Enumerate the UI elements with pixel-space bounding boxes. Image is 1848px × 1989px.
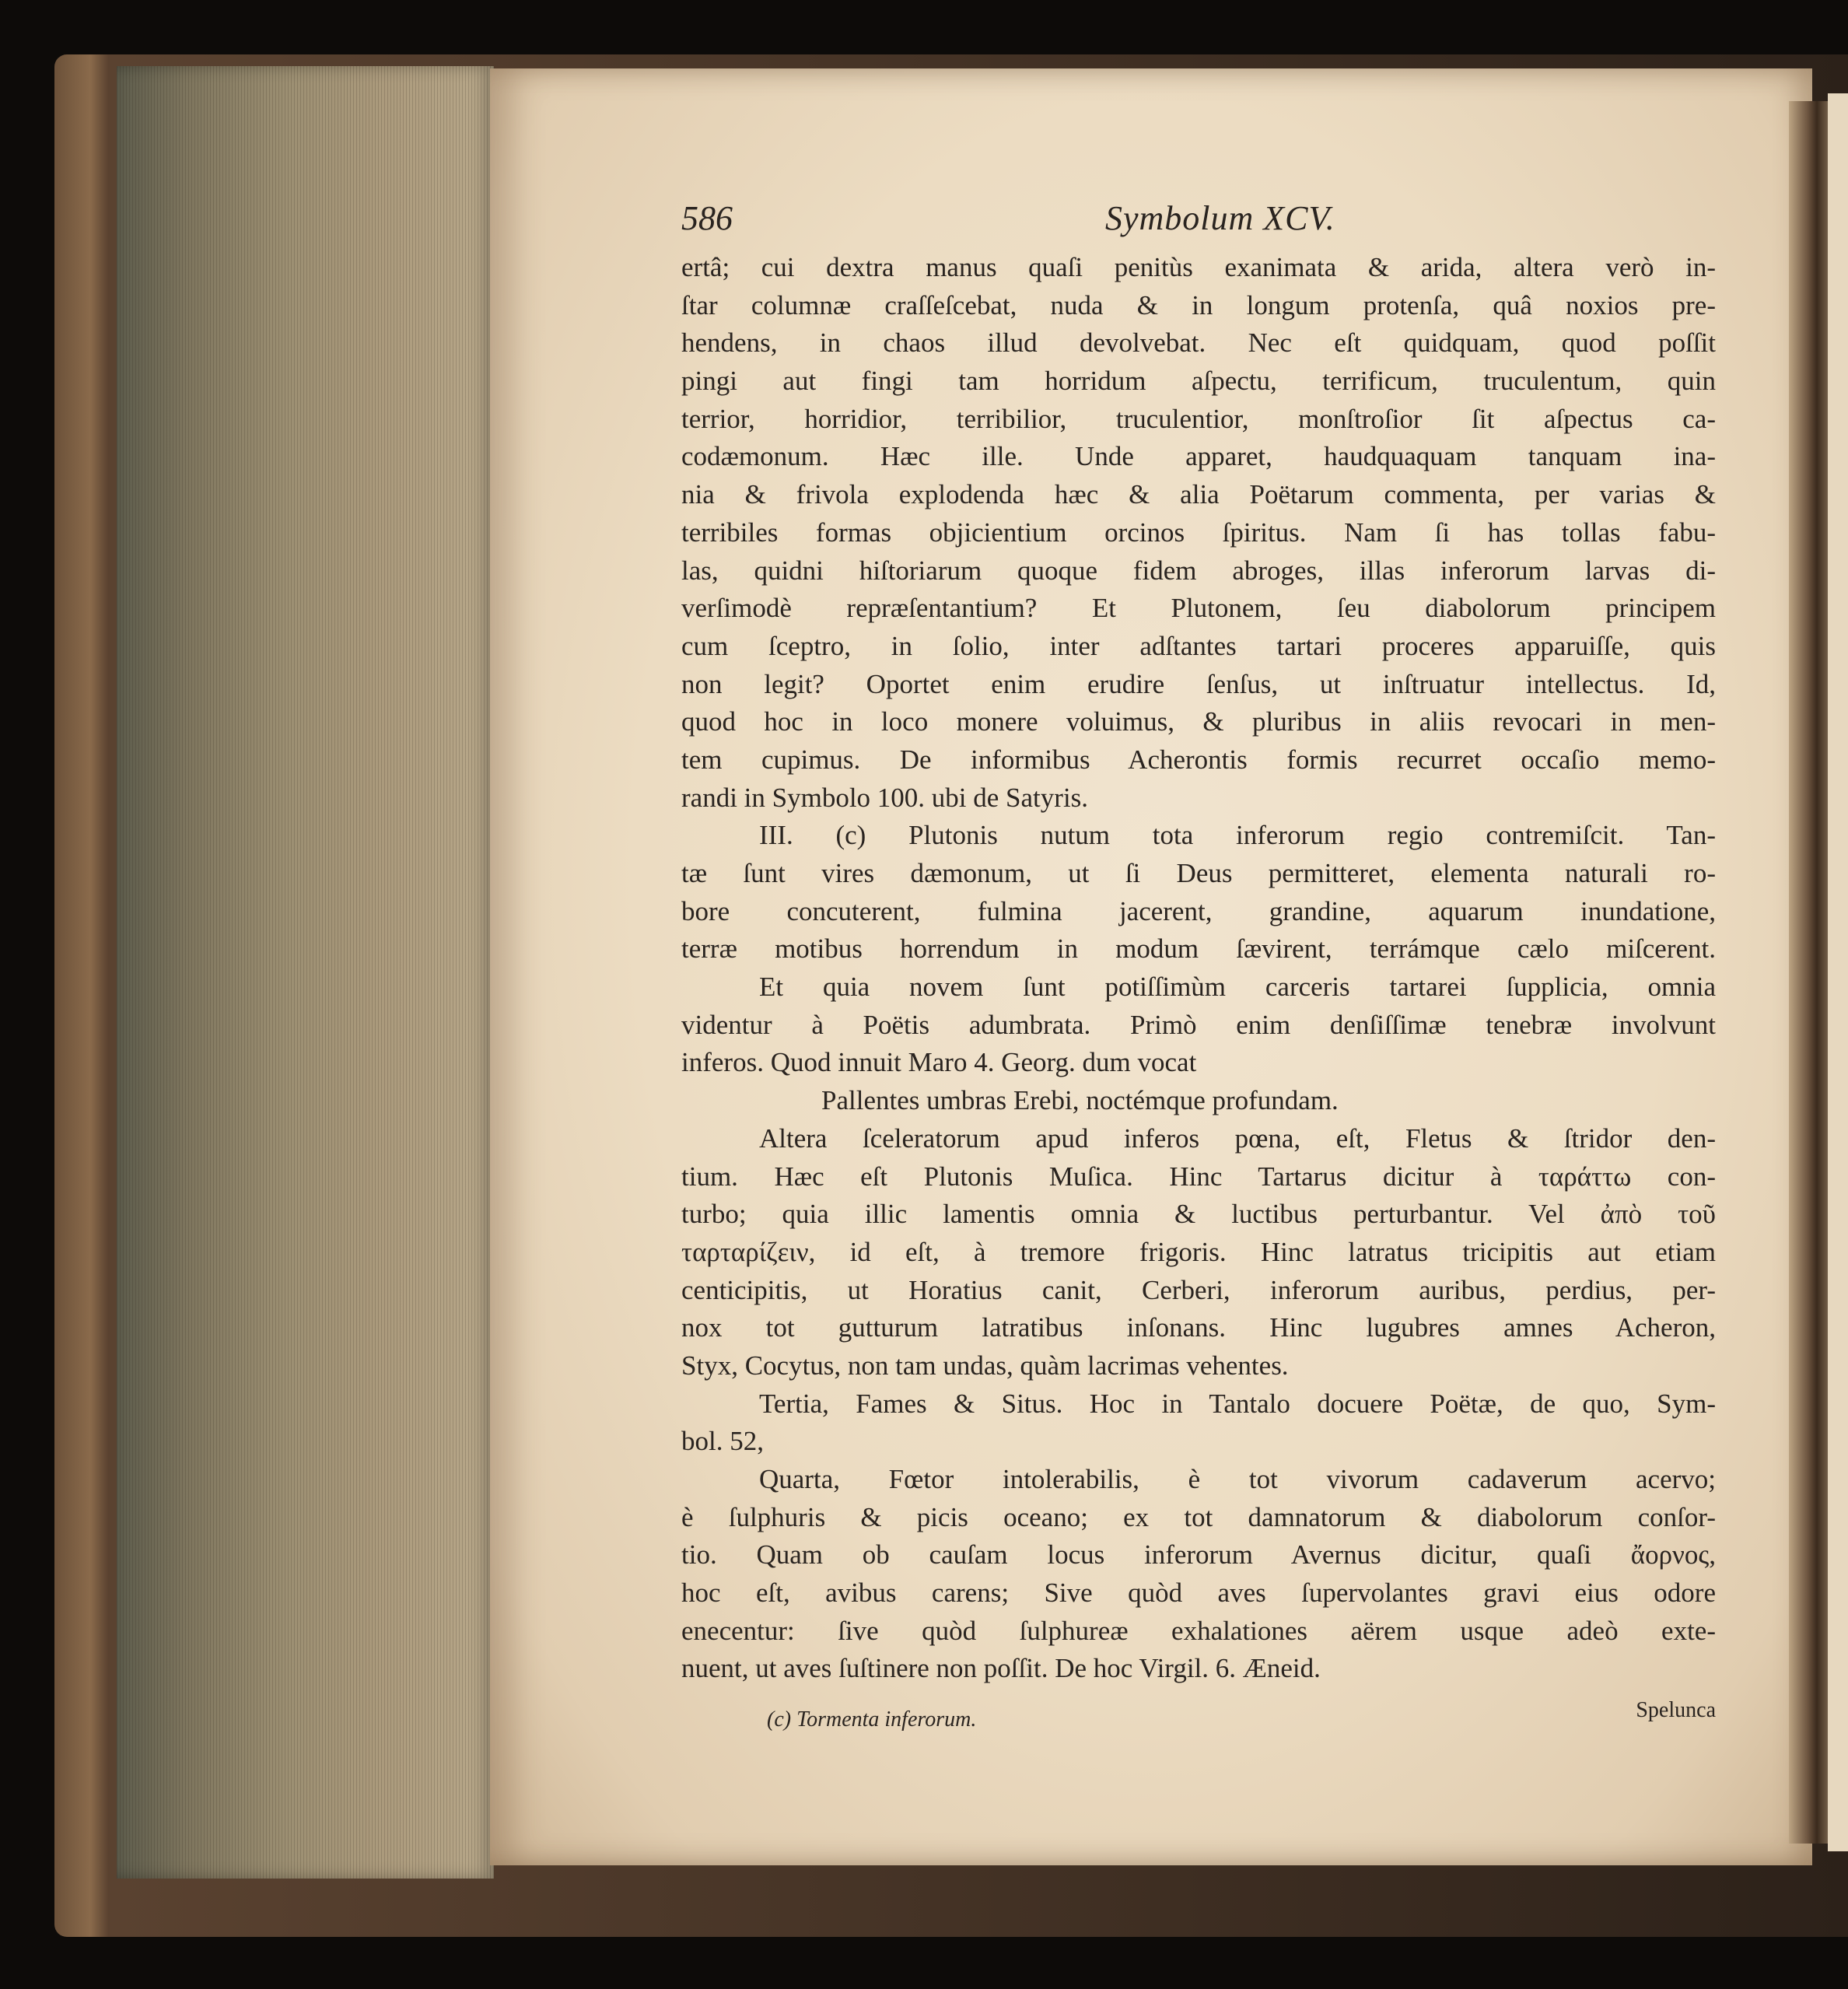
text-line: quod hoc in loco monere voluimus, & pluribus in aliis revocari in men- [681, 706, 1716, 737]
text-line: inferos. Quod innuit Maro 4. Georg. dum vocat [681, 1047, 1197, 1078]
text-line: Styx, Cocytus, non tam undas, quàm lacrimas vehentes. [681, 1350, 1289, 1381]
running-head [681, 198, 1708, 250]
text-line: ertâ; cui dextra manus quaſi penitùs exanimata & arida, altera verò in- [681, 252, 1716, 282]
page-footer [681, 1698, 1716, 1742]
page-edges [117, 66, 494, 1879]
text-line: hendens, in chaos illud devolvebat. Nec eſt quidquam, quod poſſit [681, 327, 1716, 359]
text-line: bore concuterent, fulmina jacerent, grandine, aquarum inundatione, [681, 895, 1716, 926]
text-line: randi in Symbolo 100. ubi de Satyris. [681, 782, 1089, 813]
text-line: tem cupimus. De informibus Acherontis formis recurret occaſio memo- [681, 744, 1716, 775]
catchword: Spelunca [1636, 1698, 1716, 1722]
text-line: turbo; quia illic lamentis omnia & luctibus perturbantur. Vel ἀπὸ τοῦ [681, 1199, 1716, 1230]
text-line: cum ſceptro, in ſolio, inter adſtantes tartari proceres apparuiſſe, quis [681, 630, 1716, 661]
text-line: ſtar columnæ craſſeſcebat, nuda & in longum protenſa, quâ noxios pre- [681, 289, 1716, 320]
text-line: enecentur: ſive quòd ſulphureæ exhalationes aërem usque adeò exte- [681, 1615, 1716, 1646]
text-line: hoc eſt, avibus carens; Sive quòd aves ſupervolantes gravi eius odore [681, 1578, 1716, 1609]
text-line: non legit? Oportet enim erudire ſenſus, ut inſtruatur intellectus. Id, [681, 668, 1716, 699]
running-title: Symbolum XCV. [1105, 199, 1335, 237]
text-line: las, quidni hiſtoriarum quoque fidem abroges, illas inferorum larvas di- [681, 555, 1716, 586]
text-line: tio. Quam ob cauſam locus inferorum Avernus dicitur, quaſi ἄορνος, [681, 1539, 1716, 1571]
text-line: è ſulphuris & picis oceano; ex tot damnatorum & diabolorum conſor- [681, 1501, 1716, 1532]
text-line: terribiles formas objicientium orcinos ſpiritus. Nam ſi has tollas fabu- [681, 517, 1716, 548]
facing-page-edge [1828, 93, 1848, 1851]
text-line: nox tot gutturum latratibus inſonans. Hinc lugubres amnes Acheron, [681, 1312, 1716, 1343]
text-line: Et quia novem ſunt potiſſimùm carceris tartarei ſupplicia, omnia [759, 972, 1716, 1003]
text-line: videntur à Poëtis adumbrata. Primò enim denſiſſimæ tenebræ involvunt [681, 1009, 1716, 1040]
text-line: verſimodè repræſentantium? Et Plutonem, ſeu diabolorum principem [681, 593, 1716, 624]
footnote: (c) Tormenta inferorum. [767, 1707, 977, 1732]
text-line: terrior, horridior, terribilior, truculentior, monſtroſior ſit aſpectus ca- [681, 403, 1716, 434]
text-line: III. (c) Plutonis nutum tota inferorum regio contremiſcit. Tan- [759, 820, 1716, 851]
text-line: Quarta, Fœtor intolerabilis, è tot vivorum cadaverum acervo; [759, 1464, 1716, 1494]
text-line: nuent, ut aves ſuſtinere non poſſit. De hoc Virgil. 6. Æneid. [681, 1653, 1321, 1684]
text-line: Tertia, Fames & Situs. Hoc in Tantalo docuere Poëtæ, de quo, Sym- [759, 1388, 1716, 1419]
text-line: Altera ſceleratorum apud inferos pœna, eſt, Fletus & ſtridor den- [759, 1122, 1716, 1154]
text-line: bol. 52, [681, 1426, 764, 1457]
body-text [681, 249, 1716, 1688]
text-line: tium. Hæc eſt Plutonis Muſica. Hinc Tartarus dicitur à ταράττω con- [681, 1161, 1716, 1192]
text-line: nia & frivola explodenda hæc & alia Poëtarum commenta, per varias & [681, 479, 1716, 510]
text-line: pingi aut fingi tam horridum aſpectu, terrificum, truculentum, quin [681, 366, 1716, 397]
text-line: tæ ſunt vires dæmonum, ut ſi Deus permitteret, elementa naturali ro- [681, 858, 1716, 888]
page-number: 586 [681, 199, 733, 237]
verse-line: Pallentes umbras Erebi, noctémque profundam. [821, 1085, 1339, 1116]
text-line: terræ motibus horrendum in modum ſævirent, terrámque cælo miſcerent. [681, 933, 1716, 965]
text-line: centicipitis, ut Horatius canit, Cerberi, inferorum auribus, perdius, per- [681, 1274, 1716, 1305]
text-line: codæmonum. Hæc ille. Unde apparet, haudquaquam tanquam ina- [681, 441, 1716, 472]
text-line: ταρταρίζειν, id eſt, à tremore frigoris. Hinc latratus tricipitis aut etiam [681, 1236, 1716, 1267]
